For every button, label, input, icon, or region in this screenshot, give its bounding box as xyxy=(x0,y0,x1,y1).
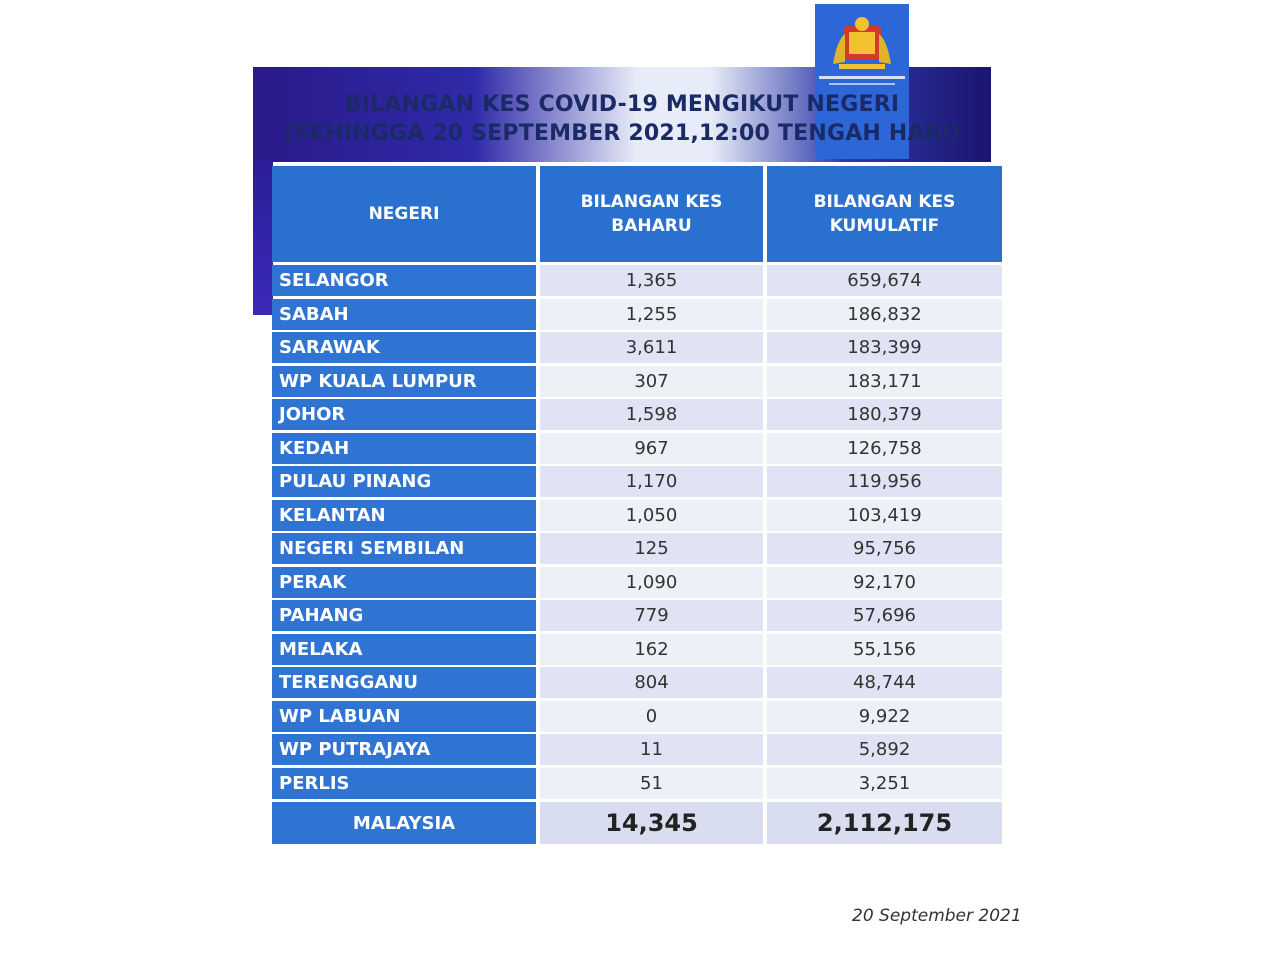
new-cases-cell: 779 xyxy=(540,600,763,631)
cumulative-cases-cell: 183,171 xyxy=(767,366,1002,397)
new-cases-cell: 1,170 xyxy=(540,466,763,497)
new-cases-cell: 51 xyxy=(540,768,763,799)
new-cases-cell: 967 xyxy=(540,433,763,464)
table-row xyxy=(272,500,1002,531)
new-cases-cell: 162 xyxy=(540,634,763,665)
state-cell: WP PUTRAJAYA xyxy=(272,734,536,765)
table-row xyxy=(272,701,1002,732)
cumulative-cases-cell: 659,674 xyxy=(767,265,1002,296)
cumulative-cases-cell: 48,744 xyxy=(767,667,1002,698)
state-cell: TERENGGANU xyxy=(272,667,536,698)
table-row xyxy=(272,299,1002,330)
state-cell: NEGERI SEMBILAN xyxy=(272,533,536,564)
cumulative-cases-cell: 92,170 xyxy=(767,567,1002,598)
table-row xyxy=(272,433,1002,464)
new-cases-cell: 1,090 xyxy=(540,567,763,598)
table-row xyxy=(272,600,1002,631)
header-state: NEGERI xyxy=(272,166,536,262)
state-cell: JOHOR xyxy=(272,399,536,430)
state-cell: PERAK xyxy=(272,567,536,598)
state-cell: MELAKA xyxy=(272,634,536,665)
table-row xyxy=(272,567,1002,598)
table-row xyxy=(272,399,1002,430)
cumulative-cases-cell: 119,956 xyxy=(767,466,1002,497)
state-cell: MALAYSIA xyxy=(272,802,536,844)
chart-subtitle: (SEHINGGA 20 SEPTEMBER 2021,12:00 TENGAH HARI) xyxy=(283,121,961,146)
cumulative-cases-cell: 55,156 xyxy=(767,634,1002,665)
cumulative-cases-cell: 3,251 xyxy=(767,768,1002,799)
table-row xyxy=(272,332,1002,363)
state-cell: SABAH xyxy=(272,299,536,330)
new-cases-cell: 14,345 xyxy=(540,802,763,844)
new-cases-cell: 125 xyxy=(540,533,763,564)
state-cell: PULAU PINANG xyxy=(272,466,536,497)
new-cases-cell: 0 xyxy=(540,701,763,732)
state-cell: PERLIS xyxy=(272,768,536,799)
cumulative-cases-cell: 180,379 xyxy=(767,399,1002,430)
new-cases-cell: 1,365 xyxy=(540,265,763,296)
cumulative-cases-cell: 95,756 xyxy=(767,533,1002,564)
state-cell: SELANGOR xyxy=(272,265,536,296)
total-row xyxy=(272,802,1002,844)
state-cell: WP KUALA LUMPUR xyxy=(272,366,536,397)
cumulative-cases-cell: 5,892 xyxy=(767,734,1002,765)
chart-title: BILANGAN KES COVID-19 MENGIKUT NEGERI xyxy=(344,92,900,117)
state-cell: KELANTAN xyxy=(272,500,536,531)
new-cases-cell: 1,598 xyxy=(540,399,763,430)
new-cases-cell: 307 xyxy=(540,366,763,397)
state-cell: PAHANG xyxy=(272,600,536,631)
cumulative-cases-cell: 57,696 xyxy=(767,600,1002,631)
cumulative-cases-cell: 2,112,175 xyxy=(767,802,1002,844)
table-row xyxy=(272,366,1002,397)
table-row xyxy=(272,634,1002,665)
table-row xyxy=(272,667,1002,698)
date-label: 20 September 2021 xyxy=(852,906,1022,926)
cumulative-cases-cell: 126,758 xyxy=(767,433,1002,464)
table-row xyxy=(272,265,1002,296)
new-cases-cell: 3,611 xyxy=(540,332,763,363)
cumulative-cases-cell: 186,832 xyxy=(767,299,1002,330)
table-row xyxy=(272,466,1002,497)
table-row xyxy=(272,533,1002,564)
state-cell: WP LABUAN xyxy=(272,701,536,732)
new-cases-cell: 1,050 xyxy=(540,500,763,531)
table-row xyxy=(272,768,1002,799)
state-cell: KEDAH xyxy=(272,433,536,464)
new-cases-cell: 11 xyxy=(540,734,763,765)
cumulative-cases-cell: 9,922 xyxy=(767,701,1002,732)
new-cases-cell: 1,255 xyxy=(540,299,763,330)
state-cell: SARAWAK xyxy=(272,332,536,363)
header-new-cases: BILANGAN KES BAHARU xyxy=(540,166,763,262)
banner-side-strip xyxy=(253,160,273,315)
table-row xyxy=(272,734,1002,765)
new-cases-cell: 804 xyxy=(540,667,763,698)
header-cumulative-cases: BILANGAN KES KUMULATIF xyxy=(767,166,1002,262)
cumulative-cases-cell: 183,399 xyxy=(767,332,1002,363)
cumulative-cases-cell: 103,419 xyxy=(767,500,1002,531)
